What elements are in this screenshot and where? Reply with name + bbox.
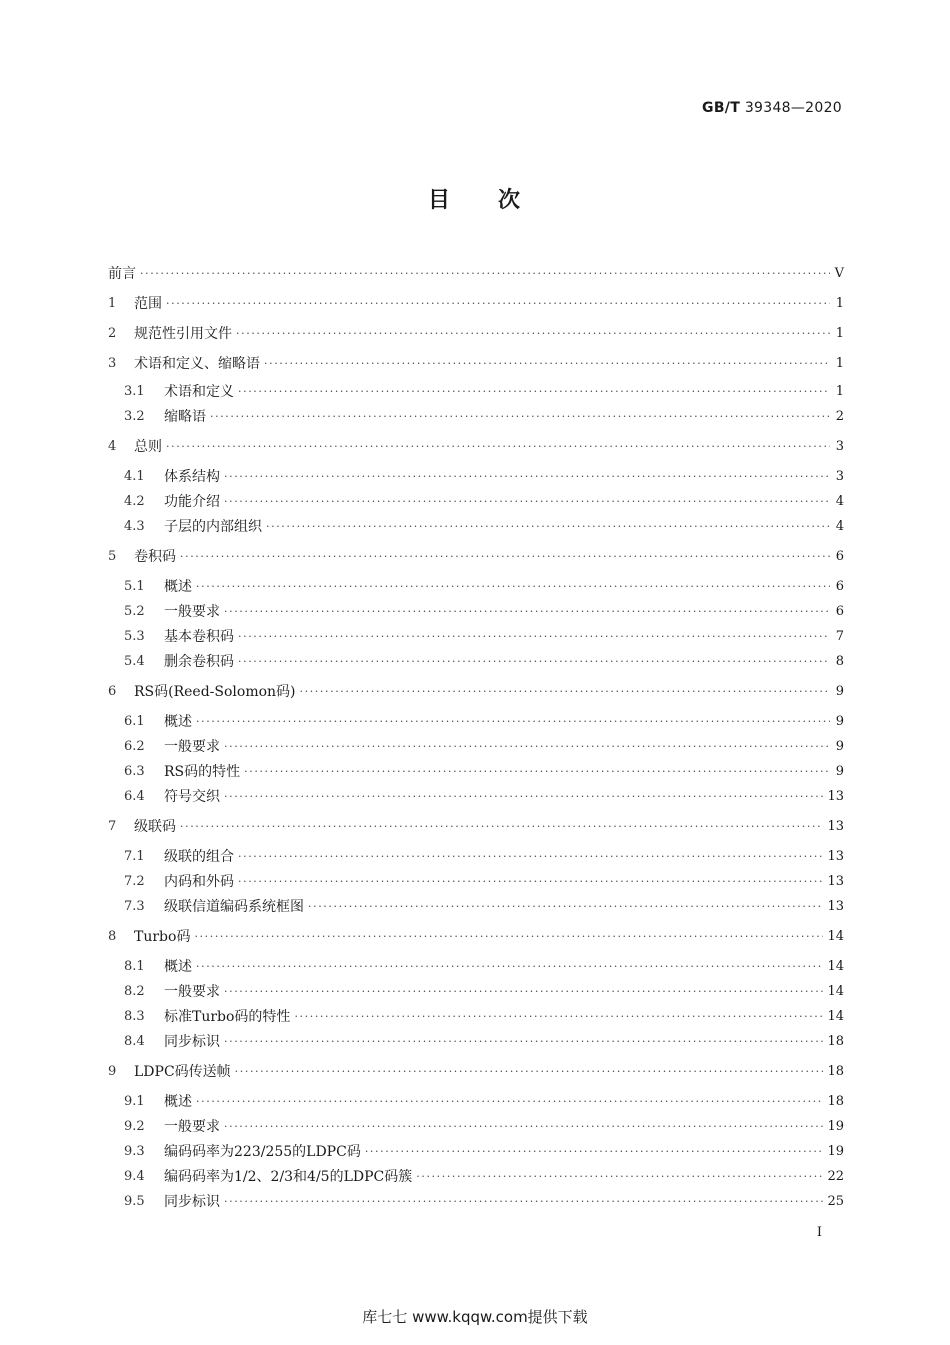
toc-entry-page: 1: [835, 356, 844, 371]
toc-entry-number: 9.1: [124, 1094, 145, 1109]
toc-entry-title: 功能介绍: [164, 494, 220, 510]
toc-dot-leader: [264, 353, 830, 375]
toc-dot-leader: [238, 651, 830, 673]
toc-entry-number: 9: [108, 1064, 117, 1079]
toc-entry-page: 25: [827, 1194, 844, 1209]
toc-entry-title: 标准Turbo码的特性: [164, 1009, 291, 1025]
toc-entry-number: 9.3: [124, 1144, 145, 1159]
toc-entry[interactable]: [124, 736, 844, 758]
toc-entry-number: 5.1: [124, 579, 145, 594]
toc-entry[interactable]: [124, 956, 844, 978]
toc-dot-leader: [238, 846, 823, 868]
toc-entry-title: 符号交织: [164, 789, 220, 805]
standard-prefix: GB/T: [702, 100, 741, 116]
toc-dot-leader: [224, 1191, 823, 1213]
title-char-1: 目: [427, 188, 452, 213]
standard-code: [702, 100, 842, 116]
toc-entry[interactable]: [124, 1116, 844, 1138]
toc-entry[interactable]: [124, 1006, 844, 1028]
toc-entry[interactable]: [124, 491, 844, 513]
toc-dot-leader: [294, 1006, 823, 1028]
toc-entry-page: 13: [827, 789, 844, 804]
toc-entry-title: 一般要求: [164, 739, 220, 755]
toc-entry[interactable]: [124, 651, 844, 673]
toc-entry-page: 1: [835, 296, 844, 311]
toc-dot-leader: [196, 576, 830, 598]
toc-dot-leader: [236, 323, 830, 345]
toc-entry[interactable]: [124, 761, 844, 783]
toc-entry[interactable]: [124, 846, 844, 868]
toc-entry-number: 3: [108, 356, 117, 371]
toc-entry-page: 14: [827, 959, 844, 974]
toc-entry-number: 5.4: [124, 654, 145, 669]
toc-entry-page: V: [834, 266, 844, 281]
toc-entry[interactable]: [108, 546, 844, 568]
toc-entry-title: 一般要求: [164, 1119, 220, 1135]
toc-dot-leader: [224, 1031, 823, 1053]
toc-entry[interactable]: [124, 381, 844, 403]
toc-entry-number: 3.2: [124, 409, 145, 424]
toc-entry-number: 4: [108, 439, 117, 454]
toc-entry-page: 8: [835, 654, 844, 669]
toc-entry-number: 4.2: [124, 494, 145, 509]
toc-entry-title: 一般要求: [164, 984, 220, 1000]
toc-dot-leader: [224, 786, 823, 808]
toc-entry[interactable]: [124, 871, 844, 893]
toc-dot-leader: [266, 516, 830, 538]
toc-dot-leader: [244, 761, 830, 783]
toc-entry[interactable]: [124, 1141, 844, 1163]
page-number: I: [816, 1225, 822, 1240]
toc-dot-leader: [196, 711, 830, 733]
toc-dot-leader: [224, 491, 830, 513]
toc-dot-leader: [224, 601, 830, 623]
toc-entry-title: 级联信道编码系统框图: [164, 899, 304, 915]
toc-entry-page: 7: [835, 629, 844, 644]
toc-entry[interactable]: [124, 626, 844, 648]
toc-entry-page: 19: [827, 1144, 844, 1159]
toc-entry-number: 8.2: [124, 984, 145, 999]
toc-entry-title: 范围: [134, 296, 162, 312]
toc-entry-number: 7.1: [124, 849, 145, 864]
toc-entry-page: 19: [827, 1119, 844, 1134]
toc-entry[interactable]: [108, 293, 844, 315]
toc-dot-leader: [196, 1091, 823, 1113]
toc-entry[interactable]: [108, 1061, 844, 1083]
toc-entry-number: 4.3: [124, 519, 145, 534]
toc-entry-title: 级联的组合: [164, 849, 234, 865]
toc-entry-title: 基本卷积码: [164, 629, 234, 645]
toc-entry-number: 3.1: [124, 384, 145, 399]
toc-entry-number: 6: [108, 684, 117, 699]
toc-entry-page: 4: [835, 494, 844, 509]
page-title: [0, 183, 950, 214]
toc-entry-page: 9: [835, 739, 844, 754]
toc-entry-page: 22: [827, 1169, 844, 1184]
toc-entry-number: 6.2: [124, 739, 145, 754]
toc-dot-leader: [180, 816, 823, 838]
toc-dot-leader: [194, 926, 823, 948]
toc-entry[interactable]: [124, 516, 844, 538]
toc-entry-number: 5.3: [124, 629, 145, 644]
toc-entry-number: 8: [108, 929, 117, 944]
toc-entry-title: 卷积码: [134, 549, 176, 565]
toc-entry[interactable]: [124, 981, 844, 1003]
toc-entry[interactable]: [124, 1191, 844, 1213]
toc-dot-leader: [180, 546, 830, 568]
toc-entry-page: 18: [827, 1064, 844, 1079]
toc-entry[interactable]: [108, 816, 844, 838]
toc-entry-page: 14: [827, 929, 844, 944]
toc-entry-title: 同步标识: [164, 1194, 220, 1210]
toc-entry-page: 9: [835, 714, 844, 729]
toc-entry-page: 18: [827, 1034, 844, 1049]
toc-entry-number: 9.2: [124, 1119, 145, 1134]
toc-entry[interactable]: [124, 896, 844, 918]
toc-entry-title: LDPC码传送帧: [134, 1064, 231, 1080]
toc-entry-title: 概述: [164, 1094, 192, 1110]
toc-entry[interactable]: [124, 601, 844, 623]
toc-dot-leader: [224, 466, 830, 488]
toc-entry-number: 7: [108, 819, 117, 834]
toc-entry-page: 14: [827, 984, 844, 999]
toc-dot-leader: [416, 1166, 823, 1188]
standard-number: 39348—2020: [744, 100, 842, 116]
toc-entry-title: RS码(Reed-Solomon码): [134, 684, 296, 700]
toc-entry-page: 6: [835, 579, 844, 594]
toc-entry-title: 术语和定义、缩略语: [134, 356, 260, 372]
toc-entry-page: 14: [827, 1009, 844, 1024]
toc-entry-number: 6.4: [124, 789, 145, 804]
toc-entry-title: 体系结构: [164, 469, 220, 485]
toc-dot-leader: [166, 436, 830, 458]
toc-dot-leader: [224, 1116, 823, 1138]
toc-entry-page: 4: [835, 519, 844, 534]
toc-entry-page: 1: [835, 326, 844, 341]
toc-entry-title: 规范性引用文件: [134, 326, 232, 342]
toc-entry-number: 9.5: [124, 1194, 145, 1209]
toc-entry-page: 2: [835, 409, 844, 424]
toc-entry-page: 13: [827, 899, 844, 914]
toc-dot-leader: [235, 1061, 824, 1083]
toc-entry-page: 13: [827, 874, 844, 889]
toc-dot-leader: [308, 896, 823, 918]
toc-entry-page: 3: [835, 439, 844, 454]
toc-entry[interactable]: [124, 1166, 844, 1188]
toc-entry-title: 缩略语: [164, 409, 206, 425]
toc-entry-title: RS码的特性: [164, 764, 241, 780]
toc-dot-leader: [196, 956, 823, 978]
toc-entry[interactable]: [108, 353, 844, 375]
toc-entry-number: 8.4: [124, 1034, 145, 1049]
toc-entry-title: 概述: [164, 959, 192, 975]
toc-entry-title: 术语和定义: [164, 384, 234, 400]
toc-entry[interactable]: [124, 466, 844, 488]
toc-entry-title: 级联码: [134, 819, 176, 835]
toc-dot-leader: [238, 381, 830, 403]
toc-dot-leader: [166, 293, 830, 315]
toc-entry[interactable]: [108, 436, 844, 458]
toc-entry-number: 7.2: [124, 874, 145, 889]
toc-entry[interactable]: [124, 576, 844, 598]
toc-entry-number: 2: [108, 326, 117, 341]
toc-entry-title: 同步标识: [164, 1034, 220, 1050]
toc-entry-page: 13: [827, 819, 844, 834]
toc-entry-title: 概述: [164, 579, 192, 595]
toc-entry-page: 6: [835, 549, 844, 564]
toc-entry[interactable]: [108, 926, 844, 948]
toc-entry-number: 4.1: [124, 469, 145, 484]
toc-entry-title: 总则: [134, 439, 162, 455]
toc-entry-number: 6.1: [124, 714, 145, 729]
toc-entry-title: 前言: [108, 266, 136, 282]
toc-entry-number: 8.3: [124, 1009, 145, 1024]
toc-entry-title: 编码码率为1/2、2/3和4/5的LDPC码簇: [164, 1169, 413, 1185]
toc-entry-page: 6: [835, 604, 844, 619]
toc-entry-number: 7.3: [124, 899, 145, 914]
toc-entry-title: 删余卷积码: [164, 654, 234, 670]
toc-dot-leader: [238, 626, 830, 648]
toc-dot-leader: [224, 981, 823, 1003]
toc-entry[interactable]: [124, 1031, 844, 1053]
toc-entry-page: 13: [827, 849, 844, 864]
toc-entry-number: 5: [108, 549, 117, 564]
toc-entry-page: 9: [835, 764, 844, 779]
toc-dot-leader: [140, 263, 830, 285]
toc-dot-leader: [210, 406, 830, 428]
toc-entry-number: 8.1: [124, 959, 145, 974]
toc-entry-title: Turbo码: [134, 929, 191, 945]
toc-dot-leader: [238, 871, 823, 893]
toc-dot-leader: [365, 1141, 824, 1163]
toc-entry[interactable]: [124, 1091, 844, 1113]
toc-entry[interactable]: [108, 323, 844, 345]
toc-entry[interactable]: [108, 263, 844, 285]
toc-entry-page: 3: [835, 469, 844, 484]
toc-entry-title: 内码和外码: [164, 874, 234, 890]
footer-download-note: 库七七 www.kqqw.com提供下载: [362, 1308, 588, 1326]
toc-entry-title: 概述: [164, 714, 192, 730]
title-char-2: 次: [498, 188, 523, 213]
toc-entry-title: 编码码率为223/255的LDPC码: [164, 1144, 361, 1160]
toc-entry-number: 1: [108, 296, 117, 311]
toc-entry-page: 18: [827, 1094, 844, 1109]
toc-entry[interactable]: [108, 681, 844, 703]
toc-entry-page: 1: [835, 384, 844, 399]
toc-entry[interactable]: [124, 711, 844, 733]
toc-entry-title: 子层的内部组织: [164, 519, 262, 535]
toc-entry-number: 6.3: [124, 764, 145, 779]
toc-entry[interactable]: [124, 786, 844, 808]
toc-dot-leader: [224, 736, 830, 758]
toc-entry[interactable]: [124, 406, 844, 428]
toc-entry-number: 5.2: [124, 604, 145, 619]
toc-entry-page: 9: [835, 684, 844, 699]
toc-dot-leader: [300, 681, 830, 703]
toc-entry-title: 一般要求: [164, 604, 220, 620]
toc-entry-number: 9.4: [124, 1169, 145, 1184]
